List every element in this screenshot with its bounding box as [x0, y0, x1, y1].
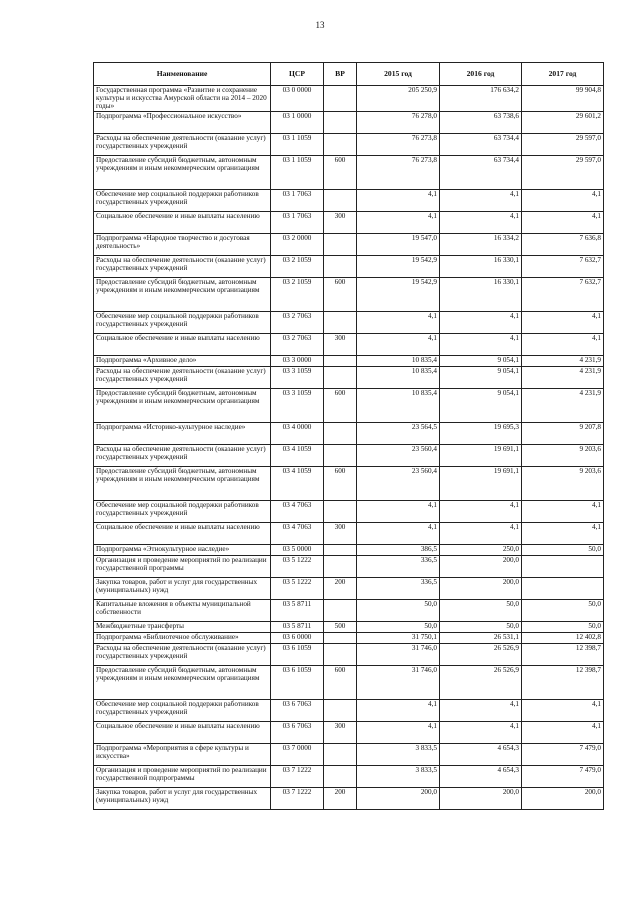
row-value-2016: 200,0 [440, 787, 522, 809]
row-name: Расходы на обеспечение деятельности (оказание услуг) государственных учреждений [94, 133, 271, 155]
header-2017: 2017 год [522, 63, 604, 86]
row-value-2015: 31 746,0 [357, 643, 440, 665]
row-name: Обеспечение мер социальной поддержки работников государственных учреждений [94, 699, 271, 721]
row-name: Подпрограмма «Архивное дело» [94, 355, 271, 366]
row-name: Подпрограмма «Профессиональное искусство» [94, 111, 271, 133]
row-name: Расходы на обеспечение деятельности (оказание услуг) государственных учреждений [94, 444, 271, 466]
row-csr: 03 3 1059 [271, 388, 324, 422]
row-value-2015: 31 746,0 [357, 665, 440, 699]
page-number: 13 [315, 20, 325, 30]
table-row [94, 643, 604, 665]
row-value-2016: 19 691,1 [440, 466, 522, 500]
row-name: Подпрограмма «Этнокультурное наследие» [94, 544, 271, 555]
row-name: Предоставление субсидий бюджетным, автономным учреждениям и иным некоммерческим организациям [94, 388, 271, 422]
row-value-2016: 26 531,1 [440, 632, 522, 643]
table-row [94, 599, 604, 621]
row-value-2015: 50,0 [357, 599, 440, 621]
table-row [94, 388, 604, 422]
row-value-2016: 19 695,3 [440, 422, 522, 444]
table-row [94, 665, 604, 699]
row-vr [324, 189, 357, 211]
row-value-2016: 176 634,2 [440, 86, 522, 112]
table-row [94, 155, 604, 189]
row-value-2017: 4,1 [522, 189, 604, 211]
row-value-2016: 200,0 [440, 577, 522, 599]
row-value-2016: 4,1 [440, 699, 522, 721]
table-row [94, 133, 604, 155]
row-value-2015: 10 835,4 [357, 355, 440, 366]
table-row [94, 522, 604, 544]
row-csr: 03 5 1222 [271, 555, 324, 577]
row-vr [324, 133, 357, 155]
row-value-2017: 12 398,7 [522, 643, 604, 665]
row-csr: 03 7 1222 [271, 787, 324, 809]
row-name: Расходы на обеспечение деятельности (оказание услуг) государственных учреждений [94, 255, 271, 277]
row-value-2017: 4,1 [522, 721, 604, 743]
row-value-2015: 76 273,8 [357, 133, 440, 155]
row-value-2016: 63 738,6 [440, 111, 522, 133]
row-value-2017: 7 479,0 [522, 765, 604, 787]
table-row [94, 466, 604, 500]
row-vr [324, 444, 357, 466]
row-value-2015: 23 560,4 [357, 444, 440, 466]
row-value-2015: 10 835,4 [357, 388, 440, 422]
row-value-2017: 99 904,8 [522, 86, 604, 112]
row-value-2016: 16 330,1 [440, 277, 522, 311]
row-value-2017: 50,0 [522, 621, 604, 632]
row-vr [324, 255, 357, 277]
row-name: Обеспечение мер социальной поддержки работников государственных учреждений [94, 311, 271, 333]
row-value-2015: 4,1 [357, 189, 440, 211]
row-value-2015: 19 542,9 [357, 255, 440, 277]
row-value-2015: 4,1 [357, 522, 440, 544]
row-csr: 03 5 1222 [271, 577, 324, 599]
row-value-2016: 4,1 [440, 500, 522, 522]
table-row [94, 111, 604, 133]
row-vr: 300 [324, 333, 357, 355]
row-vr [324, 366, 357, 388]
row-value-2015: 10 835,4 [357, 366, 440, 388]
row-csr: 03 7 1222 [271, 765, 324, 787]
row-csr: 03 1 1059 [271, 155, 324, 189]
row-value-2017: 4 231,9 [522, 388, 604, 422]
row-value-2015: 23 560,4 [357, 466, 440, 500]
row-csr: 03 2 1059 [271, 255, 324, 277]
row-value-2015: 76 273,8 [357, 155, 440, 189]
row-vr: 300 [324, 721, 357, 743]
row-csr: 03 6 7063 [271, 699, 324, 721]
row-value-2015: 4,1 [357, 500, 440, 522]
row-value-2016: 16 330,1 [440, 255, 522, 277]
row-value-2015: 205 250,9 [357, 86, 440, 112]
row-vr [324, 422, 357, 444]
table-row [94, 211, 604, 233]
row-value-2016: 4,1 [440, 721, 522, 743]
row-value-2016: 16 334,2 [440, 233, 522, 255]
row-csr: 03 2 0000 [271, 233, 324, 255]
row-value-2016: 4,1 [440, 189, 522, 211]
row-value-2016: 63 734,4 [440, 155, 522, 189]
row-name: Организация и проведение мероприятий по реализации государственной подпрограммы [94, 765, 271, 787]
table-row [94, 311, 604, 333]
row-value-2017: 4 231,9 [522, 366, 604, 388]
row-name: Предоставление субсидий бюджетным, автономным учреждениям и иным некоммерческим организациям [94, 665, 271, 699]
row-value-2016: 4,1 [440, 333, 522, 355]
table-row [94, 86, 604, 112]
row-value-2016: 4,1 [440, 211, 522, 233]
row-vr: 300 [324, 522, 357, 544]
table-row [94, 333, 604, 355]
row-value-2015: 76 278,0 [357, 111, 440, 133]
table-row [94, 577, 604, 599]
row-csr: 03 2 7063 [271, 311, 324, 333]
row-value-2017: 12 398,7 [522, 665, 604, 699]
row-value-2015: 336,5 [357, 577, 440, 599]
row-value-2017: 200,0 [522, 787, 604, 809]
row-csr: 03 2 7063 [271, 333, 324, 355]
row-value-2017: 7 632,7 [522, 277, 604, 311]
row-value-2017: 7 636,8 [522, 233, 604, 255]
row-value-2015: 19 542,9 [357, 277, 440, 311]
row-value-2015: 4,1 [357, 211, 440, 233]
row-csr: 03 1 1059 [271, 133, 324, 155]
row-value-2017: 7 479,0 [522, 743, 604, 765]
row-value-2017: 29 597,0 [522, 155, 604, 189]
row-csr: 03 4 1059 [271, 444, 324, 466]
table-row [94, 721, 604, 743]
row-vr: 500 [324, 621, 357, 632]
row-value-2015: 23 564,5 [357, 422, 440, 444]
row-vr [324, 500, 357, 522]
row-value-2017: 4,1 [522, 333, 604, 355]
row-csr: 03 1 7063 [271, 211, 324, 233]
row-value-2017 [522, 555, 604, 577]
row-name: Обеспечение мер социальной поддержки работников государственных учреждений [94, 189, 271, 211]
row-csr: 03 1 7063 [271, 189, 324, 211]
row-value-2016: 26 526,9 [440, 643, 522, 665]
row-value-2017 [522, 577, 604, 599]
row-vr: 600 [324, 155, 357, 189]
row-value-2016: 19 691,1 [440, 444, 522, 466]
row-value-2017: 29 597,0 [522, 133, 604, 155]
table-row [94, 233, 604, 255]
row-name: Социальное обеспечение и иные выплаты населению [94, 721, 271, 743]
row-value-2017: 4,1 [522, 311, 604, 333]
row-csr: 03 6 0000 [271, 632, 324, 643]
row-name: Обеспечение мер социальной поддержки работников государственных учреждений [94, 500, 271, 522]
table-row [94, 555, 604, 577]
row-value-2017: 9 203,6 [522, 466, 604, 500]
row-name: Закупка товаров, работ и услуг для государственных (муниципальных) нужд [94, 787, 271, 809]
row-vr [324, 355, 357, 366]
budget-table [93, 62, 604, 810]
row-value-2017: 9 203,6 [522, 444, 604, 466]
row-name: Капитальные вложения в объекты муниципальной собственности [94, 599, 271, 621]
row-vr [324, 632, 357, 643]
table-row [94, 765, 604, 787]
row-value-2015: 3 833,5 [357, 743, 440, 765]
row-name: Социальное обеспечение и иные выплаты населению [94, 522, 271, 544]
table-row [94, 500, 604, 522]
row-name: Организация и проведение мероприятий по реализации государственной программы [94, 555, 271, 577]
row-vr: 200 [324, 787, 357, 809]
row-csr: 03 3 0000 [271, 355, 324, 366]
table-row [94, 355, 604, 366]
row-value-2016: 9 054,1 [440, 366, 522, 388]
table-row [94, 743, 604, 765]
row-value-2016: 200,0 [440, 555, 522, 577]
header-name: Наименование [94, 63, 271, 86]
row-value-2016: 9 054,1 [440, 388, 522, 422]
row-value-2015: 31 750,1 [357, 632, 440, 643]
row-value-2016: 4 654,3 [440, 743, 522, 765]
table-row [94, 699, 604, 721]
row-csr: 03 4 7063 [271, 522, 324, 544]
row-value-2016: 9 054,1 [440, 355, 522, 366]
row-name: Закупка товаров, работ и услуг для государственных (муниципальных) нужд [94, 577, 271, 599]
row-name: Подпрограмма «Народное творчество и досуговая деятельность» [94, 233, 271, 255]
row-csr: 03 6 1059 [271, 643, 324, 665]
table-row [94, 255, 604, 277]
row-csr: 03 7 0000 [271, 743, 324, 765]
row-value-2015: 4,1 [357, 333, 440, 355]
row-value-2017: 4 231,9 [522, 355, 604, 366]
row-value-2015: 3 833,5 [357, 765, 440, 787]
row-value-2017: 29 601,2 [522, 111, 604, 133]
row-value-2017: 50,0 [522, 544, 604, 555]
row-value-2017: 12 402,8 [522, 632, 604, 643]
table-row [94, 632, 604, 643]
table-row [94, 544, 604, 555]
row-value-2017: 4,1 [522, 500, 604, 522]
row-name: Подпрограмма «Историко-культурное наследие» [94, 422, 271, 444]
row-value-2015: 4,1 [357, 311, 440, 333]
row-csr: 03 6 7063 [271, 721, 324, 743]
table-row [94, 621, 604, 632]
row-vr: 200 [324, 577, 357, 599]
row-value-2016: 4,1 [440, 311, 522, 333]
table-row [94, 277, 604, 311]
row-value-2017: 50,0 [522, 599, 604, 621]
row-vr [324, 233, 357, 255]
row-value-2016: 63 734,4 [440, 133, 522, 155]
row-vr [324, 765, 357, 787]
row-value-2016: 4,1 [440, 522, 522, 544]
table-row [94, 422, 604, 444]
row-value-2016: 50,0 [440, 621, 522, 632]
row-csr: 03 0 0000 [271, 86, 324, 112]
row-name: Расходы на обеспечение деятельности (оказание услуг) государственных учреждений [94, 366, 271, 388]
row-name: Межбюджетные трансферты [94, 621, 271, 632]
row-vr: 600 [324, 466, 357, 500]
row-value-2016: 50,0 [440, 599, 522, 621]
row-value-2016: 26 526,9 [440, 665, 522, 699]
row-value-2015: 336,5 [357, 555, 440, 577]
row-csr: 03 1 0000 [271, 111, 324, 133]
row-vr [324, 743, 357, 765]
table-row [94, 444, 604, 466]
row-vr: 600 [324, 388, 357, 422]
row-value-2015: 386,5 [357, 544, 440, 555]
row-csr: 03 5 8711 [271, 599, 324, 621]
row-vr [324, 643, 357, 665]
row-csr: 03 5 8711 [271, 621, 324, 632]
row-name: Предоставление субсидий бюджетным, автономным учреждениям и иным некоммерческим организациям [94, 466, 271, 500]
row-csr: 03 4 7063 [271, 500, 324, 522]
row-csr: 03 6 1059 [271, 665, 324, 699]
row-value-2017: 9 207,8 [522, 422, 604, 444]
row-name: Расходы на обеспечение деятельности (оказание услуг) государственных учреждений [94, 643, 271, 665]
table-row [94, 189, 604, 211]
row-name: Социальное обеспечение и иные выплаты населению [94, 211, 271, 233]
row-vr: 600 [324, 277, 357, 311]
table-row [94, 787, 604, 809]
row-csr: 03 5 0000 [271, 544, 324, 555]
table-body [94, 86, 604, 810]
row-value-2016: 250,0 [440, 544, 522, 555]
row-vr [324, 311, 357, 333]
row-name: Предоставление субсидий бюджетным, автономным учреждениям и иным некоммерческим организациям [94, 155, 271, 189]
row-csr: 03 3 1059 [271, 366, 324, 388]
header-vr: ВР [324, 63, 357, 86]
table-row [94, 366, 604, 388]
row-value-2017: 4,1 [522, 211, 604, 233]
row-vr [324, 86, 357, 112]
row-value-2015: 4,1 [357, 721, 440, 743]
header-2016: 2016 год [440, 63, 522, 86]
row-name: Предоставление субсидий бюджетным, автономным учреждениям и иным некоммерческим организациям [94, 277, 271, 311]
row-value-2015: 4,1 [357, 699, 440, 721]
row-vr: 300 [324, 211, 357, 233]
row-vr [324, 599, 357, 621]
table-header-row [94, 63, 604, 86]
row-vr [324, 699, 357, 721]
row-value-2017: 4,1 [522, 522, 604, 544]
row-value-2017: 4,1 [522, 699, 604, 721]
row-value-2015: 50,0 [357, 621, 440, 632]
row-csr: 03 4 1059 [271, 466, 324, 500]
row-csr: 03 4 0000 [271, 422, 324, 444]
row-name: Подпрограмма «Библиотечное обслуживание» [94, 632, 271, 643]
row-name: Государственная программа «Развитие и сохранение культуры и искусства Амурской области на 2014 – 2020 годы» [94, 86, 271, 112]
row-name: Подпрограмма «Мероприятия в сфере культуры и искусства» [94, 743, 271, 765]
row-value-2017: 7 632,7 [522, 255, 604, 277]
header-2015: 2015 год [357, 63, 440, 86]
row-vr [324, 111, 357, 133]
row-value-2015: 200,0 [357, 787, 440, 809]
row-value-2015: 19 547,0 [357, 233, 440, 255]
row-vr [324, 544, 357, 555]
row-name: Социальное обеспечение и иные выплаты населению [94, 333, 271, 355]
row-vr: 600 [324, 665, 357, 699]
header-csr: ЦСР [271, 63, 324, 86]
row-value-2016: 4 654,3 [440, 765, 522, 787]
row-vr [324, 555, 357, 577]
row-csr: 03 2 1059 [271, 277, 324, 311]
